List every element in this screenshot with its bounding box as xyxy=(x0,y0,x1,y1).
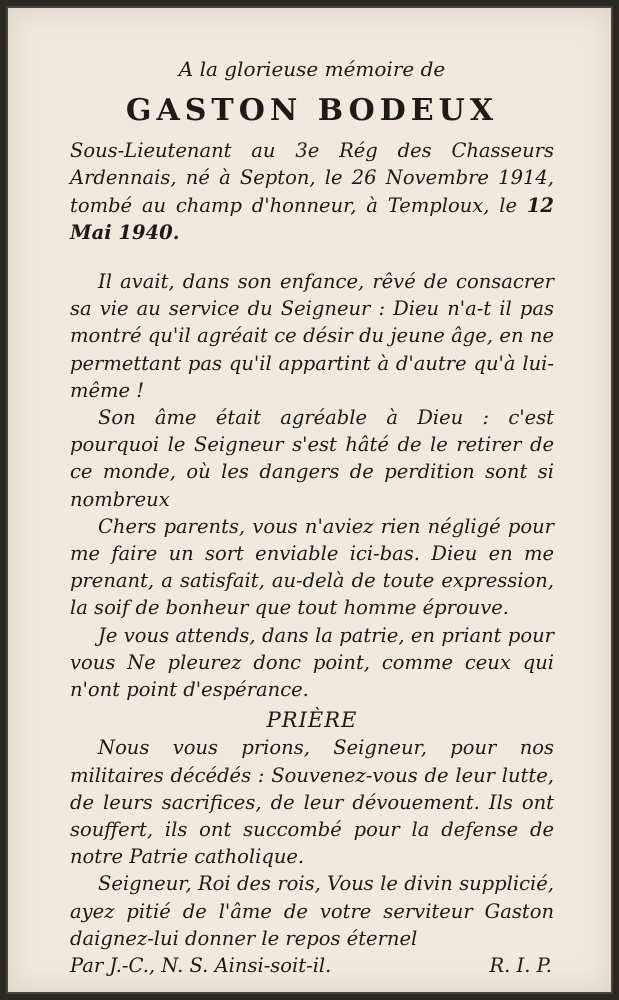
prayer-paragraph-2: Seigneur, Roi des rois, Vous le divin supplicié, ayez pitié de l'âme de votre serviteur Gaston daignez-lui donner le repos éternel xyxy=(70,872,554,950)
death-date: 12 Mai 1940. xyxy=(70,193,554,244)
deceased-name: GASTON BODEUX xyxy=(125,93,499,129)
biography-text: Sous-Lieutenant au 3e Rég des Chasseurs Ardennais, né à Septon, le 26 Novembre 1914, tombé au champ d'honneur, à Temploux, le xyxy=(70,139,554,217)
card-content xyxy=(70,56,554,979)
memorial-card xyxy=(6,6,613,994)
closing-amen: Par J.-C., N. S. Ainsi-soit-il. xyxy=(70,954,332,978)
paragraph-parents: Chers parents, vous n'aviez rien négligé pour me faire un sort enviable ici-bas. Dieu en me prenant, a satisfait, au-delà de toute expression, la soif de bonheur que tout homme éprouve. xyxy=(70,514,554,620)
closing-rip: R. I. P. xyxy=(489,954,552,978)
prayer-paragraph-1: Nous vous prions, Seigneur, pour nos militaires décédés : Souvenez-vous de leur lutte, de leurs sacrifices, de leur dévouement. Ils ont souffert, ils ont succombé pour la defense de notre Patrie catholique. xyxy=(70,736,554,869)
paragraph-waiting: Je vous attends, dans la patrie, en priant pour vous Ne pleurez donc point, comme ceux qui n'ont point d'espérance. xyxy=(70,623,554,702)
biography xyxy=(70,137,554,246)
paragraph-soul: Son âme était agréable à Dieu : c'est pourquoi le Seigneur s'est hâté de le retirer de ce monde, où les dangers de perdition sont si nombreux xyxy=(70,406,554,511)
closing-line xyxy=(70,952,554,979)
paragraph-childhood: Il avait, dans son enfance, rêvé de consacrer sa vie au service du Seigneur : Dieu n'a-t il pas montré qu'il agréait ce désir du jeune âge, en ne permettant pas qu'il appartint à d'autre qu'à lui-même ! xyxy=(70,270,554,402)
dedication-line: A la glorieuse mémoire de xyxy=(178,57,446,81)
prayer-title: PRIÈRE xyxy=(266,708,358,733)
